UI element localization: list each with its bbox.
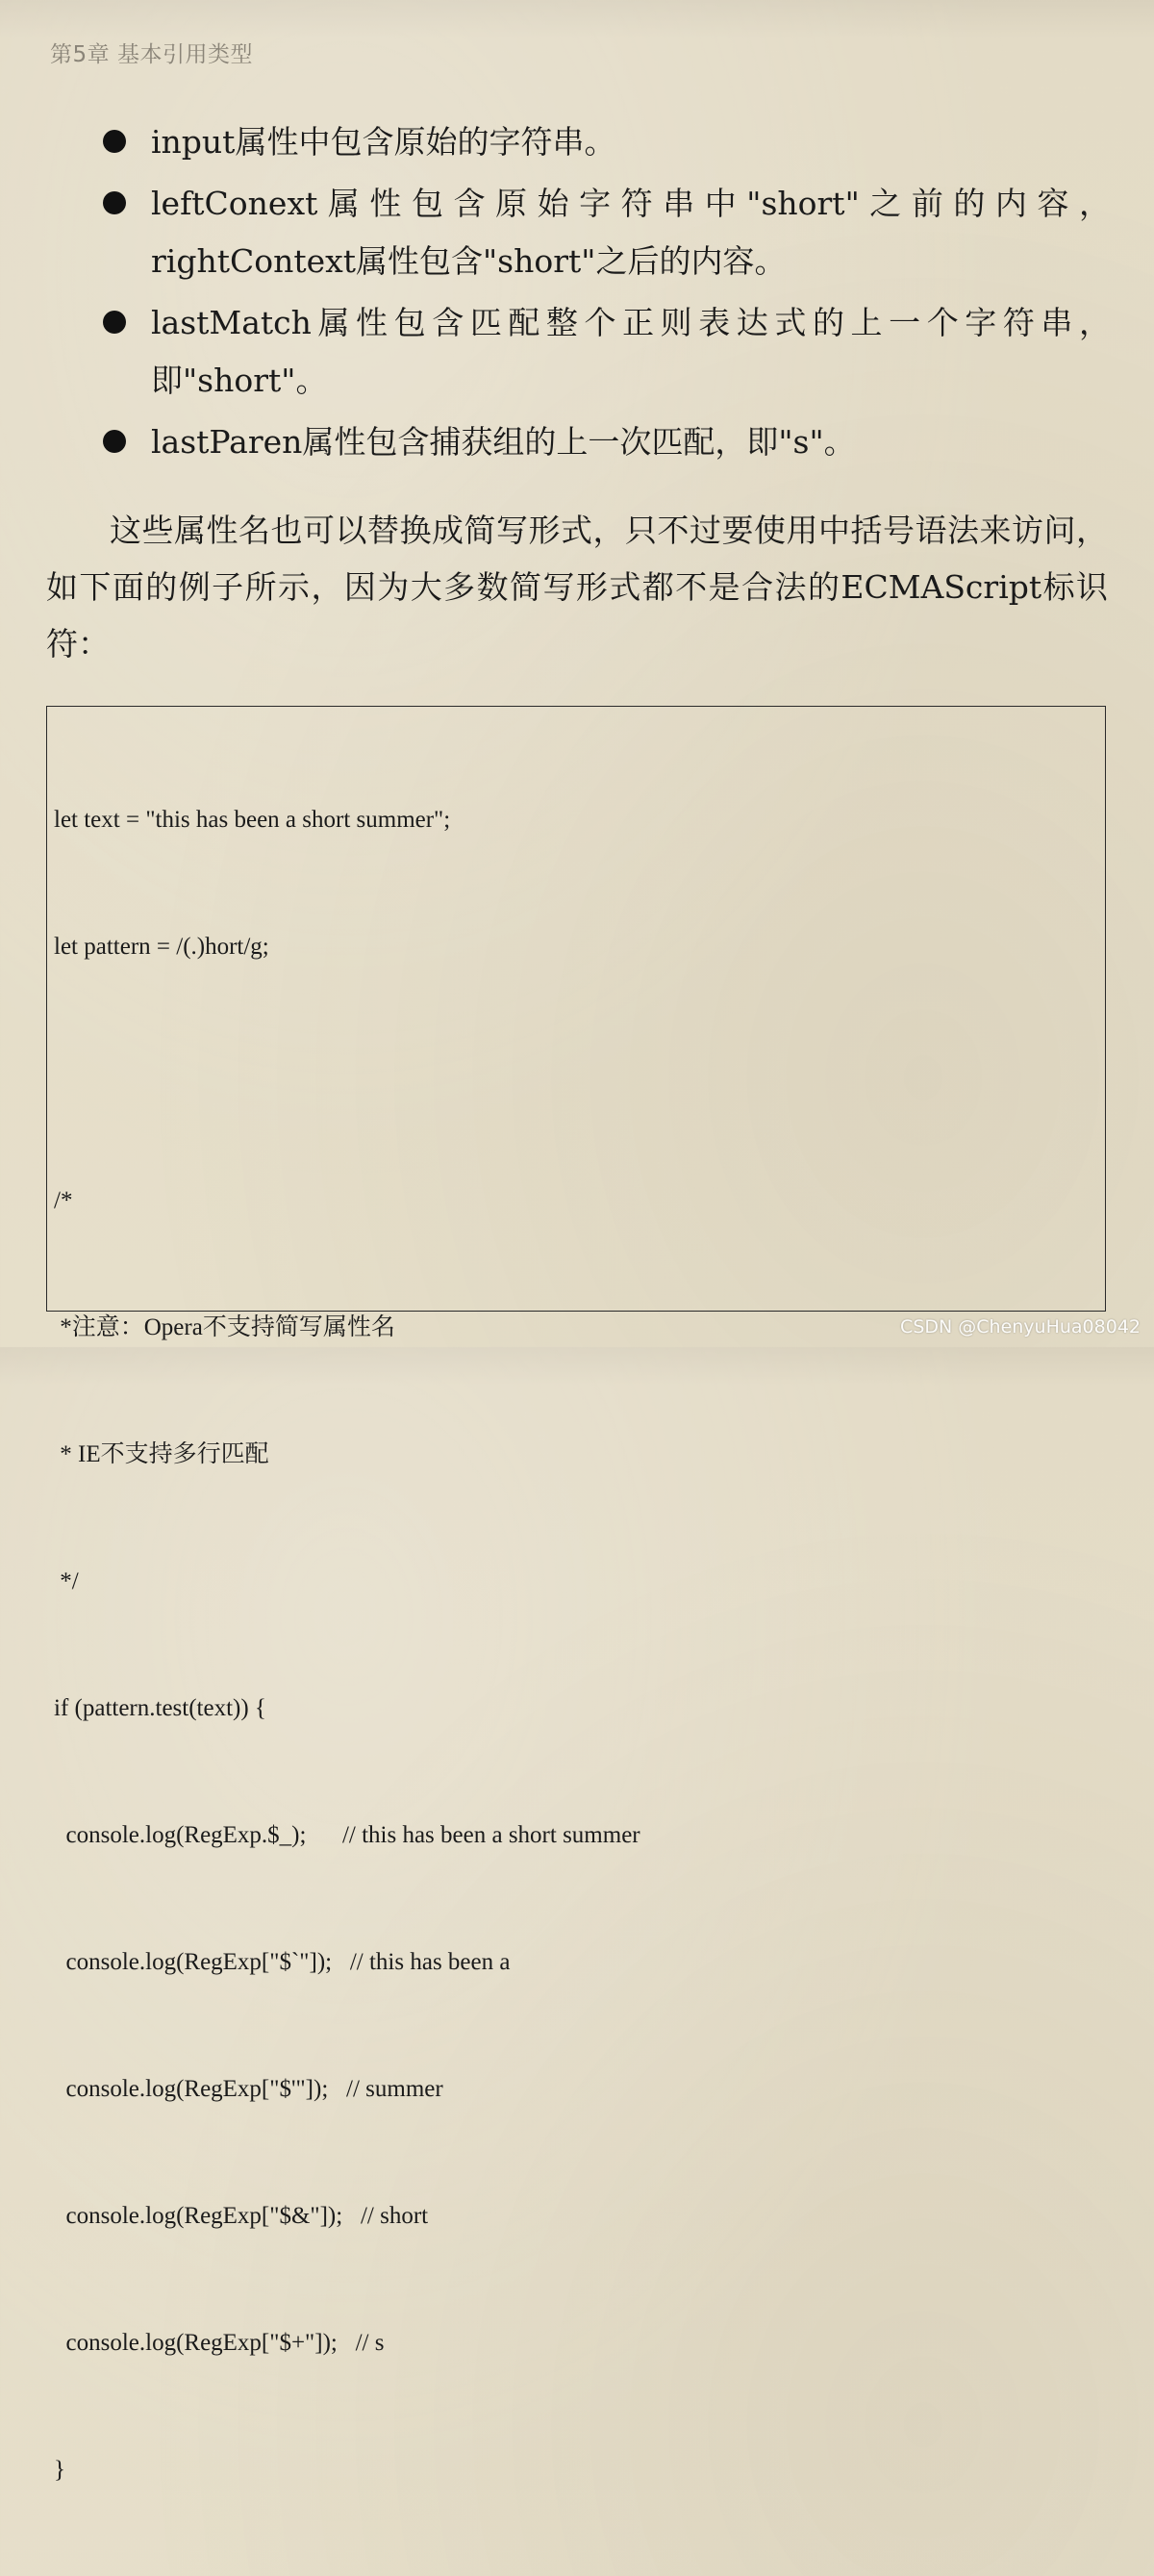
code-line: console.log(RegExp["$'"]); // summer bbox=[54, 2076, 443, 2102]
bullet-dot-icon bbox=[103, 130, 126, 153]
code-line bbox=[54, 1053, 1095, 1095]
bullet-list bbox=[101, 113, 1111, 475]
code-line: */ bbox=[54, 1568, 79, 1594]
bullet-item-input bbox=[101, 113, 1111, 171]
bullet-dot-icon bbox=[103, 311, 126, 334]
bullet-dot-icon bbox=[103, 191, 126, 214]
bullet-dot-icon bbox=[103, 430, 126, 453]
code-line: console.log(RegExp["$&"]); // short bbox=[54, 2203, 429, 2229]
csdn-watermark: CSDN @ChenyuHua08042 bbox=[900, 1316, 1141, 1338]
code-line: let text = "this has been a short summer"; bbox=[54, 807, 451, 833]
code-line: console.log(RegExp["$+"]); // s bbox=[54, 2330, 385, 2356]
code-line: console.log(RegExp["$`"]); // this has been a bbox=[54, 1949, 511, 1975]
bullet-text: lastMatch属性包含匹配整个正则表达式的上一个字符串，即"short"。 bbox=[151, 304, 1111, 399]
code-line: /* bbox=[54, 1188, 73, 1213]
code-line: * IE不支持多行匹配 bbox=[54, 1441, 269, 1467]
code-line: if (pattern.test(text)) { bbox=[54, 1695, 266, 1721]
bullet-item-context bbox=[101, 175, 1111, 290]
code-line: let pattern = /(.)hort/g; bbox=[54, 934, 269, 960]
bullet-text: lastParen属性包含捕获组的上一次匹配，即"s"。 bbox=[151, 423, 856, 461]
chapter-header: 第5章 基本引用类型 bbox=[50, 42, 253, 67]
bullet-item-lastmatch bbox=[101, 294, 1111, 410]
body-paragraph: 这些属性名也可以替换成简写形式，只不过要使用中括号语法来访问，如下面的例子所示，因为大多数简写形式都不是合法的ECMAScript标识符： bbox=[46, 512, 1108, 663]
bullet-text: leftConext属性包含原始字符串中"short"之前的内容，rightContext属性包含"short"之后的内容。 bbox=[151, 185, 1111, 280]
code-line: console.log(RegExp.$_); // this has been a short summer bbox=[54, 1822, 640, 1848]
bullet-text: input属性中包含原始的字符串。 bbox=[151, 123, 616, 161]
code-lines bbox=[54, 714, 1095, 2576]
bullet-item-lastparen bbox=[101, 413, 1111, 471]
code-line: } bbox=[54, 2457, 65, 2483]
code-line: *注意：Opera不支持简写属性名 bbox=[54, 1314, 395, 1340]
